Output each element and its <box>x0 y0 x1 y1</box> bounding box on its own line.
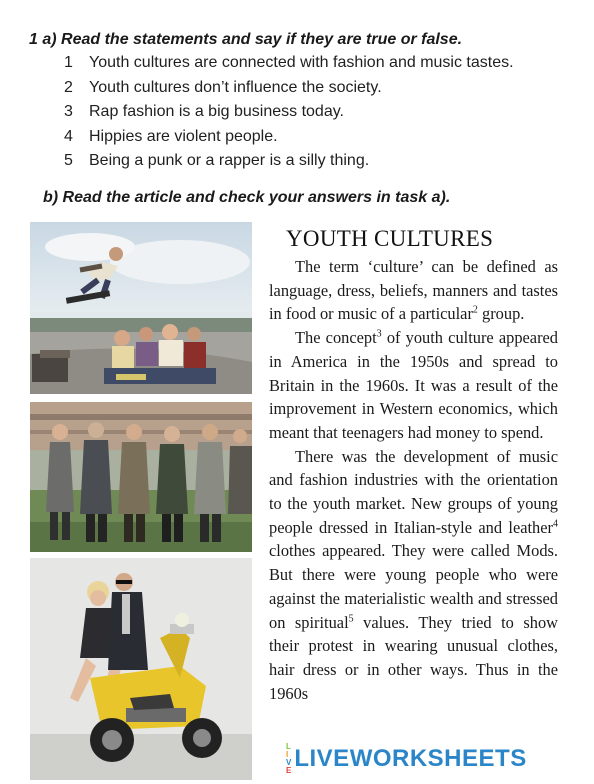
statement-1: 1 Youth cultures are connected with fashion and music tastes. <box>64 54 514 71</box>
article-paragraph-2: The concept$^3$ of youth culture appeared in America in the 1950s and spread to Britain in the 1960s. It was a result of the improvement in Western economics, which meant that teenagers had money to spend. <box>269 328 559 442</box>
scooter-couple-photo <box>30 558 252 780</box>
skateboarders-photo <box>30 222 252 394</box>
task-b-heading: b) Read the article and check your answers in task a). <box>43 189 451 206</box>
statement-3: 3 Rap fashion is a big business today. <box>64 103 344 120</box>
statement-2: 2 Youth cultures don’t influence the society. <box>64 79 382 96</box>
statement-5: 5 Being a punk or a rapper is a silly thing. <box>64 152 370 169</box>
watermark-text: LIVEWORKSHEETS <box>294 745 527 772</box>
statement-4: 4 Hippies are violent people. <box>64 128 278 145</box>
footnote-5: 5 <box>348 613 354 625</box>
article-body <box>269 255 558 705</box>
article-paragraph-1: The term ‘culture’ can be defined as language, dress, beliefs, manners and tastes in food or music of a particular$^2$ group. <box>269 257 558 324</box>
footnote-3: 3 <box>376 328 382 340</box>
footnote-4: 4 <box>553 518 558 530</box>
task-a-heading: 1 a) Read the statements and say if they are true or false. <box>29 31 463 48</box>
article-paragraph-3: There was the development of music and fashion industries with the orientation to the youth market. New groups of young people dressed in Italian-style and leather$^4$ clothes appeared. They were called Mods. But there were young people who were against the materialistic wealth and stressed on spiritual$^5$ values. They tried to show their protest in wearing unusual clothes, hair dress or in other ways. Thus in the 1960s <box>269 446 558 703</box>
article-title: YOUTH CULTURES <box>286 226 494 251</box>
liveworksheets-watermark <box>286 742 527 776</box>
live-logo-icon: L I V E <box>286 742 292 775</box>
mods-group-photo <box>30 402 252 552</box>
footnote-2: 2 <box>472 304 478 316</box>
